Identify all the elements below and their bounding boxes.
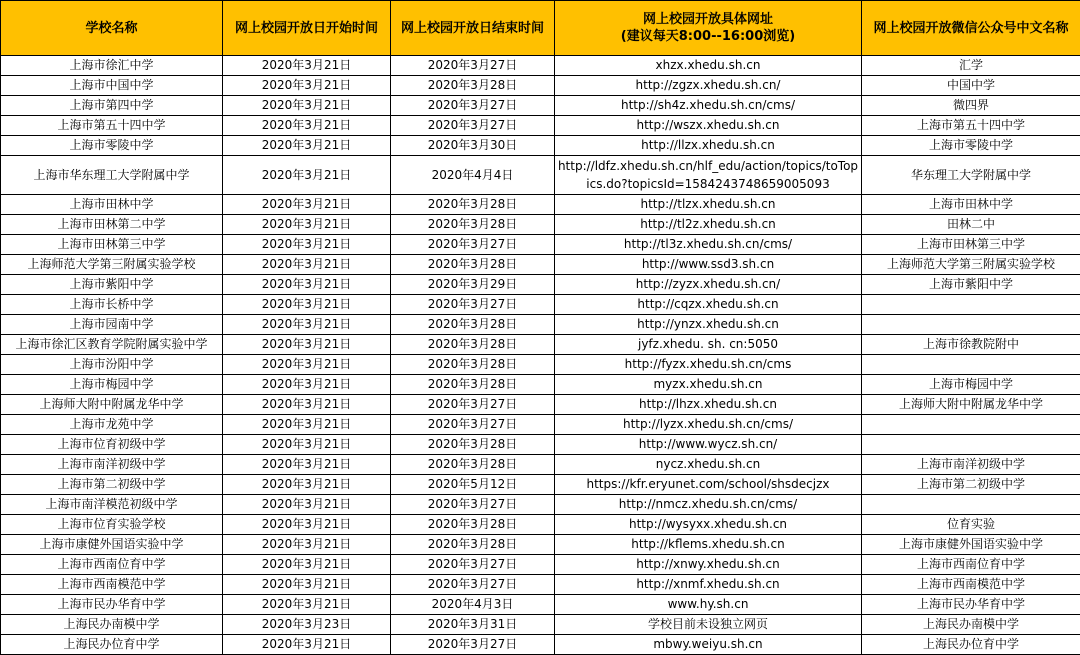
cell-wechat-name: 华东理工大学附属中学 — [862, 156, 1080, 195]
cell-end-date: 2020年3月27日 — [391, 56, 555, 76]
table-row — [1, 475, 1080, 495]
cell-school-name: 上海市位育初级中学 — [1, 435, 223, 455]
cell-school-name: 上海市中国中学 — [1, 76, 223, 96]
cell-url: http://tl3z.xhedu.sh.cn/cms/ — [555, 235, 862, 255]
cell-school-name: 上海民办南模中学 — [1, 615, 223, 635]
cell-school-name: 上海市华东理工大学附属中学 — [1, 156, 223, 195]
cell-end-date: 2020年3月27日 — [391, 116, 555, 136]
table-row — [1, 375, 1080, 395]
cell-start-date: 2020年3月21日 — [223, 195, 391, 215]
cell-start-date: 2020年3月21日 — [223, 295, 391, 315]
cell-end-date: 2020年3月27日 — [391, 415, 555, 435]
cell-school-name: 上海民办位育中学 — [1, 635, 223, 655]
cell-end-date: 2020年3月28日 — [391, 315, 555, 335]
cell-school-name: 上海市西南位育中学 — [1, 555, 223, 575]
cell-start-date: 2020年3月21日 — [223, 575, 391, 595]
cell-start-date: 2020年3月21日 — [223, 335, 391, 355]
table-row — [1, 215, 1080, 235]
table-row — [1, 76, 1080, 96]
cell-wechat-name — [862, 495, 1080, 515]
cell-school-name: 上海市园南中学 — [1, 315, 223, 335]
cell-school-name: 上海师范大学第三附属实验学校 — [1, 255, 223, 275]
cell-start-date: 2020年3月21日 — [223, 595, 391, 615]
cell-wechat-name: 微四界 — [862, 96, 1080, 116]
table-row — [1, 575, 1080, 595]
cell-url: http://xnwy.xhedu.sh.cn — [555, 555, 862, 575]
cell-wechat-name: 上海民办位育中学 — [862, 635, 1080, 655]
cell-school-name: 上海市位育实验学校 — [1, 515, 223, 535]
cell-end-date: 2020年5月12日 — [391, 475, 555, 495]
cell-school-name: 上海市西南模范中学 — [1, 575, 223, 595]
cell-wechat-name: 上海市西南位育中学 — [862, 555, 1080, 575]
cell-wechat-name: 上海市西南模范中学 — [862, 575, 1080, 595]
table-row — [1, 96, 1080, 116]
cell-school-name: 上海市民办华育中学 — [1, 595, 223, 615]
cell-url: http://wszx.xhedu.sh.cn — [555, 116, 862, 136]
cell-url: http://www.wycz.sh.cn/ — [555, 435, 862, 455]
cell-url: http://tlzx.xhedu.sh.cn — [555, 195, 862, 215]
table-row — [1, 136, 1080, 156]
table-row — [1, 255, 1080, 275]
cell-start-date: 2020年3月21日 — [223, 56, 391, 76]
cell-url: http://tl2z.xhedu.sh.cn — [555, 215, 862, 235]
cell-wechat-name: 上海市民办华育中学 — [862, 595, 1080, 615]
cell-wechat-name — [862, 435, 1080, 455]
cell-start-date: 2020年3月21日 — [223, 315, 391, 335]
header-wechat-name: 网上校园开放微信公众号中文名称 — [862, 1, 1080, 56]
cell-start-date: 2020年3月21日 — [223, 415, 391, 435]
cell-url: http://wysyxx.xhedu.sh.cn — [555, 515, 862, 535]
cell-school-name: 上海市南洋初级中学 — [1, 455, 223, 475]
cell-wechat-name: 上海市紫阳中学 — [862, 275, 1080, 295]
cell-end-date: 2020年3月31日 — [391, 615, 555, 635]
cell-end-date: 2020年3月28日 — [391, 215, 555, 235]
cell-start-date: 2020年3月21日 — [223, 136, 391, 156]
header-row — [1, 1, 1080, 56]
cell-url: nycz.xhedu.sh.cn — [555, 455, 862, 475]
cell-url: http://xnmf.xhedu.sh.cn — [555, 575, 862, 595]
cell-end-date: 2020年3月28日 — [391, 76, 555, 96]
cell-start-date: 2020年3月21日 — [223, 375, 391, 395]
cell-end-date: 2020年3月27日 — [391, 395, 555, 415]
table-row — [1, 275, 1080, 295]
cell-wechat-name: 上海民办南模中学 — [862, 615, 1080, 635]
cell-start-date: 2020年3月21日 — [223, 435, 391, 455]
cell-start-date: 2020年3月21日 — [223, 555, 391, 575]
cell-school-name: 上海市紫阳中学 — [1, 275, 223, 295]
cell-wechat-name — [862, 295, 1080, 315]
cell-school-name: 上海市第二初级中学 — [1, 475, 223, 495]
cell-end-date: 2020年3月27日 — [391, 495, 555, 515]
cell-end-date: 2020年3月28日 — [391, 375, 555, 395]
cell-school-name: 上海市徐汇中学 — [1, 56, 223, 76]
cell-url: http://cqzx.xhedu.sh.cn — [555, 295, 862, 315]
cell-start-date: 2020年3月21日 — [223, 355, 391, 375]
cell-school-name: 上海市康健外国语实验中学 — [1, 535, 223, 555]
cell-school-name: 上海市零陵中学 — [1, 136, 223, 156]
cell-start-date: 2020年3月21日 — [223, 495, 391, 515]
cell-start-date: 2020年3月21日 — [223, 455, 391, 475]
table-row — [1, 595, 1080, 615]
cell-url: https://kfr.eryunet.com/school/shsdecjzx — [555, 475, 862, 495]
header-url: 网上校园开放具体网址 (建议每天8:00--16:00浏览) — [555, 1, 862, 56]
cell-end-date: 2020年4月4日 — [391, 156, 555, 195]
cell-url: www.hy.sh.cn — [555, 595, 862, 615]
cell-start-date: 2020年3月21日 — [223, 255, 391, 275]
table-row — [1, 435, 1080, 455]
cell-wechat-name: 上海市田林中学 — [862, 195, 1080, 215]
cell-start-date: 2020年3月21日 — [223, 535, 391, 555]
cell-url: jyfz.xhedu. sh. cn:5050 — [555, 335, 862, 355]
cell-school-name: 上海市长桥中学 — [1, 295, 223, 315]
cell-end-date: 2020年3月28日 — [391, 335, 555, 355]
cell-wechat-name — [862, 315, 1080, 335]
cell-start-date: 2020年3月21日 — [223, 215, 391, 235]
cell-end-date: 2020年3月27日 — [391, 295, 555, 315]
cell-end-date: 2020年3月27日 — [391, 555, 555, 575]
cell-url: http://zyzx.xhedu.sh.cn/ — [555, 275, 862, 295]
cell-start-date: 2020年3月21日 — [223, 235, 391, 255]
cell-start-date: 2020年3月21日 — [223, 275, 391, 295]
table-row — [1, 515, 1080, 535]
table-row — [1, 335, 1080, 355]
cell-end-date: 2020年3月28日 — [391, 435, 555, 455]
table-row — [1, 395, 1080, 415]
cell-url: http://fyzx.xhedu.sh.cn/cms — [555, 355, 862, 375]
cell-end-date: 2020年3月27日 — [391, 235, 555, 255]
table-row — [1, 315, 1080, 335]
table-row — [1, 355, 1080, 375]
cell-end-date: 2020年3月29日 — [391, 275, 555, 295]
cell-wechat-name: 上海师大附中附属龙华中学 — [862, 395, 1080, 415]
header-end-date: 网上校园开放日结束时间 — [391, 1, 555, 56]
cell-wechat-name: 上海市徐教院附中 — [862, 335, 1080, 355]
cell-start-date: 2020年3月21日 — [223, 156, 391, 195]
cell-start-date: 2020年3月21日 — [223, 515, 391, 535]
cell-start-date: 2020年3月21日 — [223, 96, 391, 116]
cell-school-name: 上海市汾阳中学 — [1, 355, 223, 375]
cell-start-date: 2020年3月21日 — [223, 635, 391, 655]
table-row — [1, 235, 1080, 255]
cell-url: http://ldfz.xhedu.sh.cn/hlf_edu/action/topics/toTopics.do?topicsId=1584243748659005093 — [555, 156, 862, 195]
cell-url: http://kflems.xhedu.sh.cn — [555, 535, 862, 555]
cell-school-name: 上海市龙苑中学 — [1, 415, 223, 435]
cell-end-date: 2020年3月28日 — [391, 195, 555, 215]
cell-school-name: 上海市田林第三中学 — [1, 235, 223, 255]
cell-end-date: 2020年3月28日 — [391, 515, 555, 535]
cell-wechat-name: 汇学 — [862, 56, 1080, 76]
cell-wechat-name: 位育实验 — [862, 515, 1080, 535]
cell-url: xhzx.xhedu.sh.cn — [555, 56, 862, 76]
cell-school-name: 上海市梅园中学 — [1, 375, 223, 395]
cell-wechat-name: 上海市第二初级中学 — [862, 475, 1080, 495]
cell-school-name: 上海市第五十四中学 — [1, 116, 223, 136]
cell-url: http://lhzx.xhedu.sh.cn — [555, 395, 862, 415]
cell-end-date: 2020年3月27日 — [391, 96, 555, 116]
cell-end-date: 2020年3月27日 — [391, 635, 555, 655]
cell-wechat-name: 田林二中 — [862, 215, 1080, 235]
header-start-date: 网上校园开放日开始时间 — [223, 1, 391, 56]
cell-start-date: 2020年3月21日 — [223, 475, 391, 495]
cell-url: http://lyzx.xhedu.sh.cn/cms/ — [555, 415, 862, 435]
cell-school-name: 上海市徐汇区教育学院附属实验中学 — [1, 335, 223, 355]
cell-end-date: 2020年4月3日 — [391, 595, 555, 615]
cell-wechat-name — [862, 355, 1080, 375]
cell-start-date: 2020年3月21日 — [223, 76, 391, 96]
cell-school-name: 上海市田林第二中学 — [1, 215, 223, 235]
cell-wechat-name: 上海市零陵中学 — [862, 136, 1080, 156]
cell-url: http://zgzx.xhedu.sh.cn/ — [555, 76, 862, 96]
table-row — [1, 116, 1080, 136]
cell-wechat-name: 上海市梅园中学 — [862, 375, 1080, 395]
cell-school-name: 上海师大附中附属龙华中学 — [1, 395, 223, 415]
cell-wechat-name: 上海市南洋初级中学 — [862, 455, 1080, 475]
cell-url: http://ynzx.xhedu.sh.cn — [555, 315, 862, 335]
cell-start-date: 2020年3月21日 — [223, 395, 391, 415]
cell-school-name: 上海市第四中学 — [1, 96, 223, 116]
cell-end-date: 2020年3月28日 — [391, 535, 555, 555]
cell-end-date: 2020年3月28日 — [391, 255, 555, 275]
cell-end-date: 2020年3月28日 — [391, 355, 555, 375]
table-row — [1, 535, 1080, 555]
cell-start-date: 2020年3月21日 — [223, 116, 391, 136]
table-row — [1, 495, 1080, 515]
cell-url: http://llzx.xhedu.sh.cn — [555, 136, 862, 156]
cell-url: http://nmcz.xhedu.sh.cn/cms/ — [555, 495, 862, 515]
cell-start-date: 2020年3月23日 — [223, 615, 391, 635]
table-row — [1, 615, 1080, 635]
table-row — [1, 295, 1080, 315]
cell-wechat-name: 上海市田林第三中学 — [862, 235, 1080, 255]
cell-url: http://www.ssd3.sh.cn — [555, 255, 862, 275]
table-row — [1, 56, 1080, 76]
cell-school-name: 上海市南洋模范初级中学 — [1, 495, 223, 515]
cell-end-date: 2020年3月28日 — [391, 455, 555, 475]
cell-end-date: 2020年3月27日 — [391, 575, 555, 595]
table-row — [1, 635, 1080, 655]
table-row — [1, 455, 1080, 475]
cell-wechat-name: 上海市第五十四中学 — [862, 116, 1080, 136]
cell-url: http://sh4z.xhedu.sh.cn/cms/ — [555, 96, 862, 116]
cell-url: mbwy.weiyu.sh.cn — [555, 635, 862, 655]
header-school-name: 学校名称 — [1, 1, 223, 56]
cell-wechat-name: 中国中学 — [862, 76, 1080, 96]
cell-wechat-name — [862, 415, 1080, 435]
table-row — [1, 195, 1080, 215]
cell-url: 学校目前未设独立网页 — [555, 615, 862, 635]
table-row — [1, 555, 1080, 575]
table-row — [1, 156, 1080, 195]
cell-wechat-name: 上海市康健外国语实验中学 — [862, 535, 1080, 555]
cell-end-date: 2020年3月30日 — [391, 136, 555, 156]
cell-school-name: 上海市田林中学 — [1, 195, 223, 215]
cell-wechat-name: 上海师范大学第三附属实验学校 — [862, 255, 1080, 275]
cell-url: myzx.xhedu.sh.cn — [555, 375, 862, 395]
table-row — [1, 415, 1080, 435]
